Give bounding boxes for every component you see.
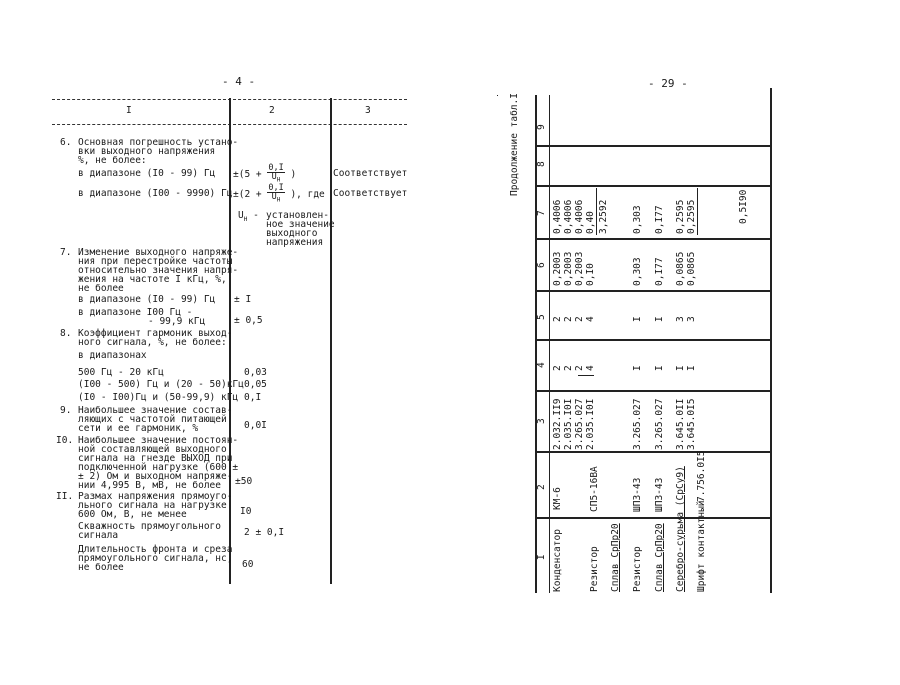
formula: ±(2 + $\frac{0,I}{U_Н}$ ), где	[233, 183, 325, 204]
column-header-1: I	[536, 554, 547, 560]
column-header-9: 9	[536, 124, 547, 130]
table-cell: 3.265.027	[574, 398, 585, 450]
table-cell: I	[686, 365, 697, 371]
table-cell: 3.265.027	[632, 398, 643, 450]
item-number: 9.	[60, 405, 72, 416]
value: ±50	[235, 476, 253, 487]
table-cell: Резистор	[589, 546, 600, 592]
table-cell: 0,4006	[574, 199, 585, 234]
item-number: II.	[56, 491, 74, 502]
table-cell: 3	[686, 316, 697, 322]
column-header-4: 4	[536, 362, 547, 368]
item-text: Длительность фронта и среза	[78, 544, 233, 555]
item-text: Изменение выходного напряже-	[78, 247, 239, 258]
column-header-3: 3	[365, 105, 371, 116]
compliance-text: Соответствует	[333, 168, 408, 179]
item-text: Размах напряжения прямоуго-	[78, 491, 233, 502]
uh-symbol: $U_Н$ -	[238, 210, 259, 223]
row-divider	[535, 339, 772, 341]
item-text: вки выходного напряжения	[78, 146, 216, 157]
table-cell: I	[632, 316, 643, 322]
sum-rule	[697, 188, 698, 235]
column-header-7: 7	[536, 210, 547, 216]
item-text: сигнала на гнезде ВЫХОД при	[78, 453, 233, 464]
table-cell: Резистор	[632, 546, 643, 592]
sub-item-text: - 99,9 кГц	[148, 316, 206, 327]
table-cell: 3.645.0II	[675, 398, 686, 450]
table-cell: 0,0865	[675, 251, 686, 286]
sub-item-text: в диапазонах	[78, 350, 147, 361]
table-cell: 0,2003	[552, 251, 563, 286]
table-cell: 0,2003	[574, 251, 585, 286]
underline-rule	[578, 375, 594, 376]
value: 0,05	[244, 379, 267, 390]
table-cell: ШП3-43	[654, 477, 665, 512]
table-cell: 4	[585, 316, 596, 322]
value: ± I	[234, 294, 252, 305]
table-cell: I	[675, 365, 686, 371]
table-cell: I	[654, 316, 665, 322]
table-cell: Сплав СрПр20	[610, 523, 621, 592]
table-cell: 0,40	[585, 211, 596, 234]
table-cell: I	[654, 365, 665, 371]
table-cell: 7.756.0I5	[696, 450, 707, 502]
column-divider-1	[229, 98, 231, 584]
table-cell: 2	[552, 316, 563, 322]
item-text: прямоугольного сигнала, нс,	[78, 553, 233, 564]
table-cell: 0,303	[632, 257, 643, 286]
row-divider	[535, 145, 772, 147]
column-header-5: 5	[536, 314, 547, 320]
table-cell: 0,I77	[654, 257, 665, 286]
table-cell: КМ-6	[552, 487, 563, 510]
item-number: 6.	[60, 137, 72, 148]
item-text: Основная погрешность устано-	[78, 137, 239, 148]
table-caption: Продолжение табл.I	[509, 93, 520, 196]
table-cell: I	[632, 365, 643, 371]
value: ± 0,5	[234, 315, 263, 326]
row-divider	[535, 517, 772, 519]
table-cell: 0,I77	[654, 205, 665, 234]
table-cell: 2.032.II9	[552, 398, 563, 450]
sub-item-text: (I0 - I00)Гц и (50-99,9) кГц	[78, 392, 239, 403]
item-text: ляющих с частотой питающей	[78, 414, 227, 425]
column-header-1: I	[126, 105, 132, 116]
row-divider	[535, 290, 772, 292]
table-cell: Конденсатор	[552, 529, 563, 592]
table-cell: 0,2595	[675, 199, 686, 234]
table-cell: 2	[563, 316, 574, 322]
item-text: Наибольшее значение постоян-	[78, 435, 239, 446]
table-cell: 2.035.I0I	[585, 398, 596, 450]
table-cell: 3.265.027	[654, 398, 665, 450]
table-cell: 3,2592	[598, 199, 609, 234]
uh-definition: ное значение	[266, 219, 335, 230]
uh-definition: напряжения	[266, 237, 324, 248]
table-cell: 0,2595	[686, 199, 697, 234]
item-number: I0.	[56, 435, 74, 446]
value: 60	[242, 559, 254, 570]
table-cell: 0,I0	[585, 263, 596, 286]
item-text: жения на частоте I кГц, %,	[78, 274, 227, 285]
row-divider	[535, 185, 772, 187]
column-header-2: 2	[269, 105, 275, 116]
table-cell: 2	[574, 365, 585, 371]
column-header-8: 8	[536, 161, 547, 167]
item-text: Коэффициент гармоник выход-	[78, 328, 233, 339]
table-cell: 0,5I90	[738, 189, 749, 224]
table-cell: СП5-16ВА	[589, 466, 600, 512]
item-text: льного сигнала на нагрузке	[78, 500, 227, 511]
item-text: Наибольшее значение состав-	[78, 405, 233, 416]
formula: ±(5 + $\frac{0,I}{U_Н}$ )	[233, 163, 297, 184]
table-cell: 2.035.I0I	[563, 398, 574, 450]
table-cell: 2	[574, 316, 585, 322]
row-divider	[535, 238, 772, 240]
page-number: - 4 -	[222, 75, 256, 88]
item-number: 7.	[60, 247, 72, 258]
sub-item-text: в диапазоне (I0 - 99) Гц	[78, 294, 216, 305]
table-cell: 3.645.0I5	[686, 398, 697, 450]
table-cell: 0,0865	[686, 251, 697, 286]
table-cell: 0,4006	[552, 199, 563, 234]
row-divider	[535, 451, 772, 453]
item-text: ной составляющей выходного	[78, 444, 227, 455]
table-cell: Сплав СрПр20	[654, 523, 665, 592]
row-divider	[535, 390, 772, 392]
value: 2 ± 0,I	[244, 527, 285, 538]
item-text: 600 Ом, В, не менее	[78, 509, 187, 520]
table-cell: 2	[563, 365, 574, 371]
item-text: %, не более:	[78, 155, 147, 166]
table-cell: 0,303	[632, 205, 643, 234]
table-cell: Серебро-сурьма (СрСу9)	[675, 466, 686, 592]
item-text: ния при перестройке частоты	[78, 256, 233, 267]
table-cell: 2	[552, 365, 563, 371]
table-cell: 3	[675, 316, 686, 322]
item-text: подключенной нагрузке (600 ±	[78, 462, 239, 473]
table-cell: 0,2003	[563, 251, 574, 286]
column-divider-2	[330, 98, 332, 584]
value: I0	[240, 506, 252, 517]
item-text: ± 2) Ом и выходном напряже-	[78, 471, 233, 482]
item-text: Скважность прямоугольного	[78, 521, 221, 532]
sub-item-text: в диапазоне (I0 - 99) Гц	[78, 168, 216, 179]
table-cell: 0,4006	[563, 199, 574, 234]
value: 0,03	[244, 367, 267, 378]
table-cell: 4	[585, 365, 596, 371]
uh-definition: выходного	[266, 228, 318, 239]
sub-item-text: 500 Гц - 20 кГц	[78, 367, 164, 378]
sub-item-text: (I00 - 500) Гц и (20 - 50)кГц	[78, 379, 244, 390]
item-text: не более	[78, 283, 124, 294]
item-text: нии 4,995 В, мВ, не более	[78, 480, 221, 491]
sum-rule	[596, 188, 597, 235]
item-number: 8.	[60, 328, 72, 339]
page-number: - 29 -	[648, 77, 688, 90]
value: 0,0I	[244, 420, 267, 431]
column-header-2: 2	[536, 484, 547, 490]
item-text: не более	[78, 562, 124, 573]
sub-item-text: в диапазоне I00 Гц -	[78, 307, 193, 318]
item-text: ного сигнала, %, не более:	[78, 337, 227, 348]
item-text: сети и ее гармоник, %	[78, 423, 199, 434]
sub-item-text: в диапазоне (I00 - 9990) Гц	[78, 188, 233, 199]
item-text: относительно значения напря-	[78, 265, 239, 276]
table-cell: Шрифт контактный	[696, 500, 707, 592]
item-text: сигнала	[78, 530, 119, 541]
value: 0,I	[244, 392, 262, 403]
column-header-3: 3	[536, 418, 547, 424]
table-cell: ШП3-43	[632, 477, 643, 512]
uh-definition: установлен-	[266, 210, 329, 221]
compliance-text: Соответствует	[333, 188, 408, 199]
column-header-6: 6	[536, 262, 547, 268]
header-column-rule	[549, 95, 550, 593]
frame-dot	[497, 95, 498, 96]
